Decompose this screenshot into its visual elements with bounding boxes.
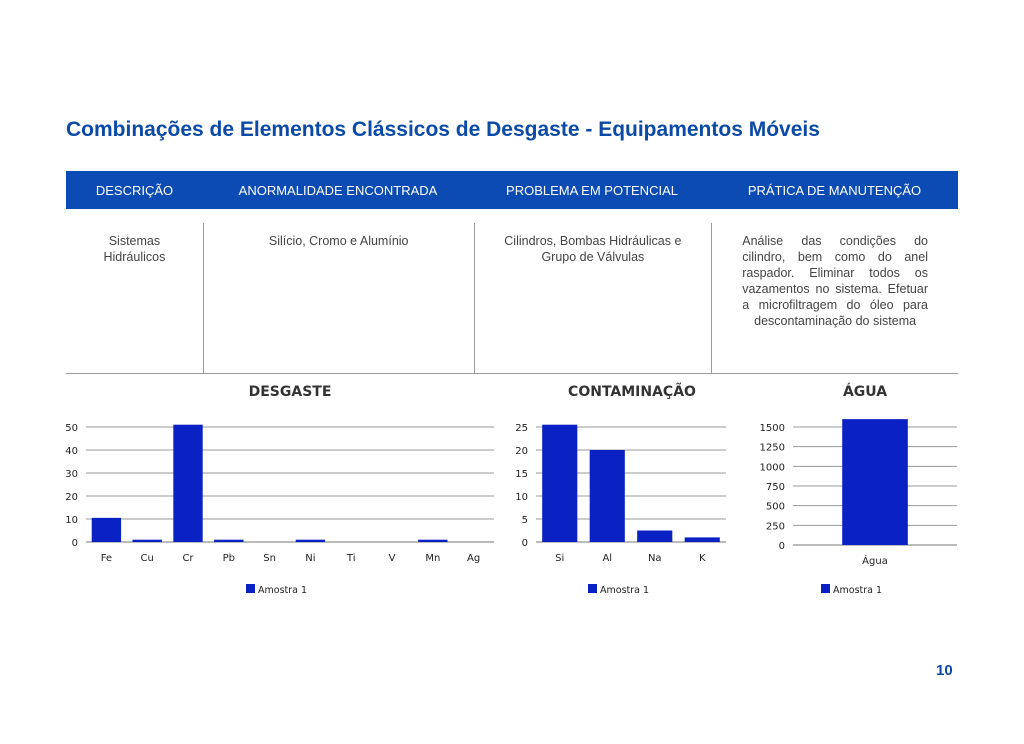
y-tick-label: 50 xyxy=(65,423,78,434)
y-tick-label: 10 xyxy=(65,515,78,526)
bar-cu xyxy=(133,540,162,542)
bar-al xyxy=(590,450,625,542)
bar-cr xyxy=(173,425,202,542)
y-tick-label: 750 xyxy=(765,482,785,493)
desgaste-chart xyxy=(60,378,505,603)
table-row xyxy=(66,223,958,374)
bar-si xyxy=(542,425,577,542)
chart-title: DESGASTE xyxy=(248,384,332,400)
x-tick-label: K xyxy=(698,553,706,564)
x-tick-label: Água xyxy=(862,556,888,567)
page-title: Combinações de Elementos Clássicos de Desgaste - Equipamentos Móveis xyxy=(66,118,820,141)
legend-label: Amostra 1 xyxy=(258,585,308,596)
y-tick-label: 250 xyxy=(765,521,785,533)
y-tick-label: 40 xyxy=(65,446,78,457)
contaminacao-chart xyxy=(510,378,735,603)
y-tick-label: 0 xyxy=(521,538,528,549)
x-tick-label: Pb xyxy=(222,553,235,564)
y-tick-label: 15 xyxy=(515,469,528,480)
legend-swatch xyxy=(246,584,255,593)
header-pratica: PRÁTICA DE MANUTENÇÃO xyxy=(747,182,922,198)
y-tick-label: 0 xyxy=(778,541,785,552)
bar-fe xyxy=(92,518,121,542)
x-tick-label: Mn xyxy=(425,553,441,564)
legend-swatch xyxy=(588,584,597,593)
bar-k xyxy=(685,537,720,542)
bar-pb xyxy=(214,540,243,542)
x-tick-label: Cr xyxy=(182,553,194,564)
y-tick-label: 1500 xyxy=(759,423,785,434)
chart-title: ÁGUA xyxy=(842,384,888,400)
wear-combinations-table xyxy=(66,171,958,374)
bar-água xyxy=(842,419,908,545)
x-tick-label: V xyxy=(388,553,396,564)
x-tick-label: Si xyxy=(555,553,565,564)
bar-ni xyxy=(296,540,325,542)
bar-na xyxy=(637,531,672,543)
y-tick-label: 10 xyxy=(515,492,528,503)
cell-descricao: Sistemas Hidráulicos xyxy=(103,234,166,264)
bar-mn xyxy=(418,540,447,542)
legend-label: Amostra 1 xyxy=(600,585,650,596)
x-tick-label: Fe xyxy=(100,553,113,564)
x-tick-label: Cu xyxy=(140,553,154,564)
x-tick-label: Ti xyxy=(346,553,356,564)
y-tick-label: 0 xyxy=(71,538,78,549)
x-tick-label: Ni xyxy=(305,553,316,564)
x-tick-label: Sn xyxy=(263,553,276,564)
header-anormalidade: ANORMALIDADE ENCONTRADA xyxy=(238,182,438,198)
x-tick-label: Ag xyxy=(466,553,481,564)
header-descricao: DESCRIÇÃO xyxy=(95,182,174,198)
y-tick-label: 20 xyxy=(515,446,528,457)
y-tick-label: 20 xyxy=(65,492,78,503)
y-tick-label: 1250 xyxy=(759,442,785,454)
cell-anormalidade: Silício, Cromo e Alumínio xyxy=(203,223,474,373)
page-number: 10 xyxy=(936,662,953,679)
table-header-row xyxy=(66,171,958,209)
cell-problema: Cilindros, Bombas Hidráulicas e Grupo de Válvulas xyxy=(474,223,712,373)
legend-label: Amostra 1 xyxy=(833,585,883,596)
chart-title: CONTAMINAÇÃO xyxy=(568,384,696,400)
y-tick-label: 30 xyxy=(65,469,78,480)
y-tick-label: 25 xyxy=(515,423,528,434)
agua-chart xyxy=(755,378,965,603)
x-tick-label: Na xyxy=(647,553,662,564)
header-problema: PROBLEMA EM POTENCIAL xyxy=(506,182,678,198)
legend-swatch xyxy=(821,584,830,593)
cell-pratica: Análise das condições do cilindro, bem como do anel raspador. Eliminar todos os vazamentos no sistema. Efetuar a microfiltragem do óleo para descontaminação do sistema xyxy=(711,223,958,373)
y-tick-label: 1000 xyxy=(759,462,785,474)
y-tick-label: 500 xyxy=(765,501,785,513)
y-tick-label: 5 xyxy=(521,515,528,526)
x-tick-label: Al xyxy=(602,553,613,564)
